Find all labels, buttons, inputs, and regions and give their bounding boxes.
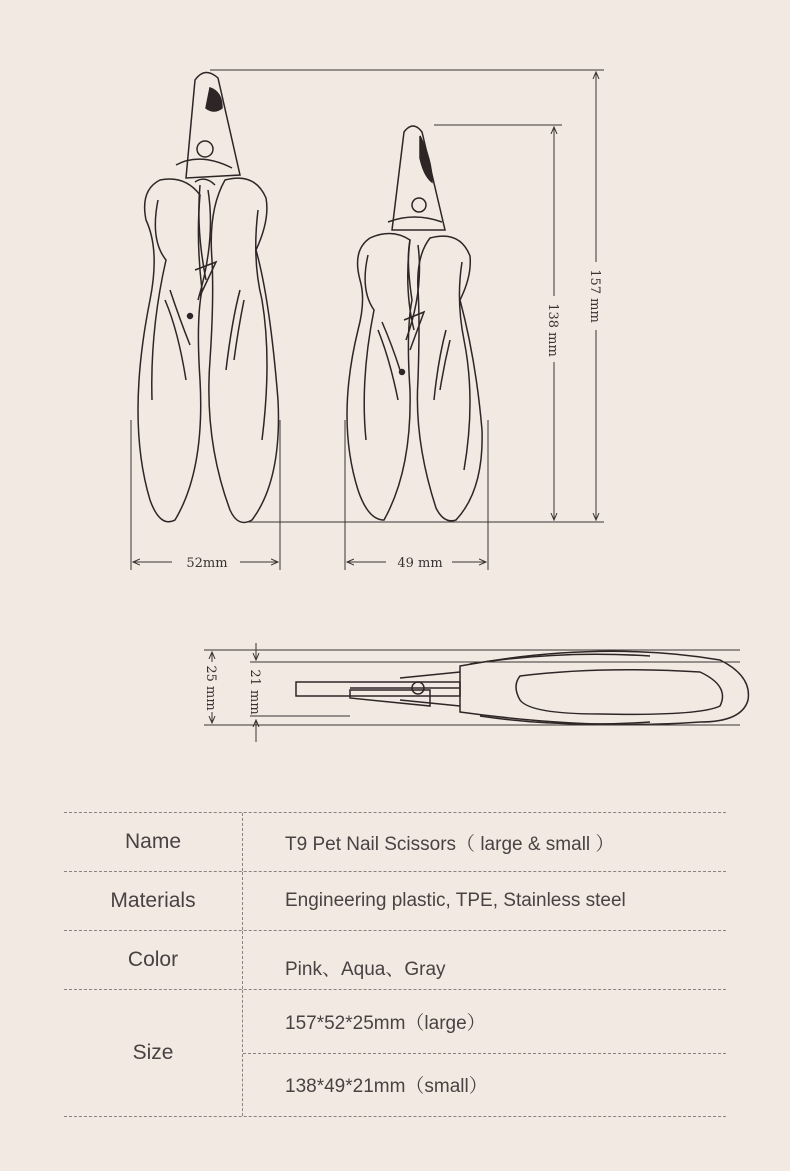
spec-value-size-large: 157*52*25mm（large） (243, 990, 726, 1054)
spec-value-size-small: 138*49*21mm（small） (285, 1076, 488, 1098)
spec-value-color: Pink、Aqua、Gray (285, 958, 446, 980)
spec-table (64, 812, 726, 1117)
large-thickness-label: 25 mm (203, 665, 218, 711)
spec-label-name: Name (64, 813, 243, 871)
spec-label-materials: Materials (64, 872, 243, 930)
spec-value-name: T9 Pet Nail Scissors（ large & small ） (285, 833, 615, 855)
large-length-label: 157 mm (587, 269, 602, 323)
spec-row-color (64, 930, 726, 989)
dimension-lines (131, 70, 740, 742)
spec-label-color: Color (64, 931, 243, 989)
small-width-label: 49 mm (397, 556, 443, 571)
small-scissors-drawing (347, 126, 482, 521)
small-thickness-label: 21 mm (247, 669, 262, 715)
small-length-label: 138 mm (545, 303, 560, 357)
spec-value-materials: Engineering plastic, TPE, Stainless steel (285, 890, 626, 911)
spec-label-size: Size (64, 990, 243, 1116)
large-width-label: 52mm (186, 556, 228, 571)
spec-row-size (64, 989, 726, 1117)
spec-size-values (243, 990, 726, 1116)
spec-row-name (64, 812, 726, 871)
large-scissors-drawing (138, 72, 278, 522)
spec-row-materials (64, 871, 726, 930)
